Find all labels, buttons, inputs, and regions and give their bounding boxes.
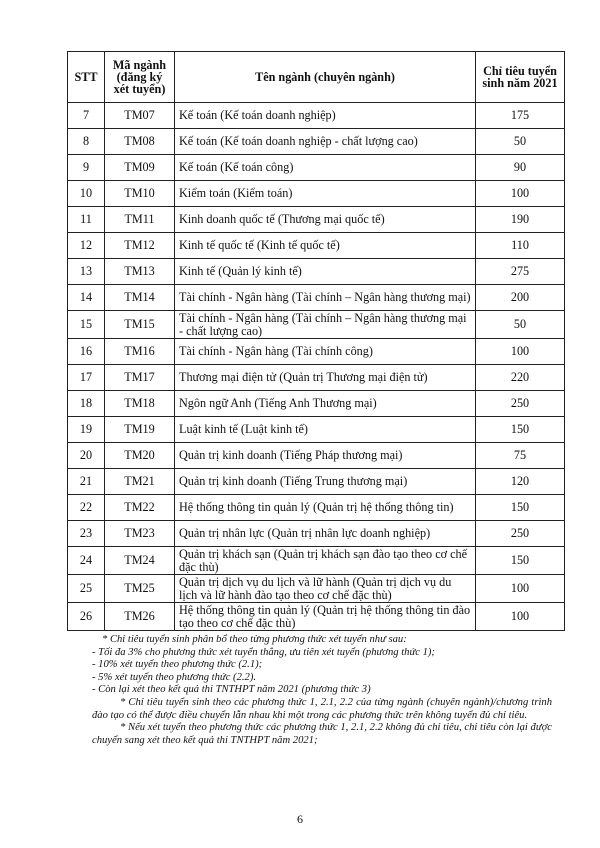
major-name-cell: Quản trị nhân lực (Quản trị nhân lực doanh nghiệp)	[175, 521, 476, 547]
table-row	[68, 129, 565, 155]
quota-cell: 220	[476, 365, 565, 391]
stt-cell: 18	[68, 391, 105, 417]
major-code-cell: TM16	[105, 339, 175, 365]
stt-cell: 17	[68, 365, 105, 391]
table-row	[68, 207, 565, 233]
notes-item: - Tối đa 3% cho phương thức xét tuyển thẳng, ưu tiên xét tuyển (phương thức 1);	[92, 646, 435, 658]
quota-cell: 90	[476, 155, 565, 181]
major-code-cell: TM10	[105, 181, 175, 207]
major-name-cell: Tài chính - Ngân hàng (Tài chính – Ngân hàng thương mại)	[175, 285, 476, 311]
major-code-cell: TM14	[105, 285, 175, 311]
major-name-cell: Thương mại điện tử (Quản trị Thương mại điện tử)	[175, 365, 476, 391]
stt-cell: 16	[68, 339, 105, 365]
major-code-cell: TM25	[105, 575, 175, 603]
notes-intro: * Chỉ tiêu tuyển sinh phân bổ theo từng phương thức xét tuyển như sau:	[102, 634, 407, 645]
table-row	[68, 181, 565, 207]
major-code-cell: TM23	[105, 521, 175, 547]
table-row	[68, 469, 565, 495]
stt-cell: 8	[68, 129, 105, 155]
major-code-cell: TM07	[105, 103, 175, 129]
stt-cell: 23	[68, 521, 105, 547]
major-name-cell: Hệ thống thông tin quản lý (Quản trị hệ thống thông tin đào tạo theo cơ chế đặc thù)	[175, 603, 476, 631]
quota-cell: 175	[476, 103, 565, 129]
notes-paragraph: * Nếu xét tuyển theo phương thức các phương thức 1, 2.1, 2.2 không đủ chỉ tiêu, chỉ tiêu còn lại được chuyển sang xét theo kết quả thi TNTHPT năm 2021;	[92, 722, 552, 746]
table-body	[68, 103, 565, 631]
stt-cell: 22	[68, 495, 105, 521]
table-row	[68, 259, 565, 285]
stt-cell: 15	[68, 311, 105, 339]
quota-cell: 150	[476, 547, 565, 575]
major-code-cell: TM24	[105, 547, 175, 575]
stt-cell: 14	[68, 285, 105, 311]
table-row	[68, 443, 565, 469]
major-code-cell: TM08	[105, 129, 175, 155]
major-name-cell: Kinh tế (Quản lý kinh tế)	[175, 259, 476, 285]
major-code-cell: TM26	[105, 603, 175, 631]
quota-cell: 250	[476, 391, 565, 417]
major-name-cell: Kế toán (Kế toán doanh nghiệp)	[175, 103, 476, 129]
table-row	[68, 603, 565, 631]
major-code-cell: TM15	[105, 311, 175, 339]
stt-cell: 11	[68, 207, 105, 233]
stt-cell: 13	[68, 259, 105, 285]
major-name-cell: Luật kinh tế (Luật kinh tế)	[175, 417, 476, 443]
table-row	[68, 155, 565, 181]
stt-cell: 12	[68, 233, 105, 259]
major-code-cell: TM09	[105, 155, 175, 181]
table-row	[68, 575, 565, 603]
stt-cell: 9	[68, 155, 105, 181]
stt-cell: 10	[68, 181, 105, 207]
quota-cell: 150	[476, 417, 565, 443]
major-name-cell: Kinh doanh quốc tế (Thương mại quốc tế)	[175, 207, 476, 233]
major-code-cell: TM17	[105, 365, 175, 391]
quota-cell: 50	[476, 129, 565, 155]
header-major-name: Tên ngành (chuyên ngành)	[175, 52, 476, 103]
quota-cell: 150	[476, 495, 565, 521]
header-stt: STT	[68, 52, 105, 103]
table-row	[68, 233, 565, 259]
stt-cell: 7	[68, 103, 105, 129]
table-row	[68, 547, 565, 575]
notes-item: - 5% xét tuyển theo phương thức (2.2).	[92, 671, 257, 683]
notes-section	[92, 634, 552, 747]
table-row	[68, 103, 565, 129]
major-code-cell: TM19	[105, 417, 175, 443]
stt-cell: 25	[68, 575, 105, 603]
quota-cell: 110	[476, 233, 565, 259]
major-name-cell: Kinh tế quốc tế (Kinh tế quốc tế)	[175, 233, 476, 259]
quota-cell: 100	[476, 603, 565, 631]
major-name-cell: Ngôn ngữ Anh (Tiếng Anh Thương mại)	[175, 391, 476, 417]
major-code-cell: TM13	[105, 259, 175, 285]
major-name-cell: Hệ thống thông tin quản lý (Quản trị hệ thống thông tin)	[175, 495, 476, 521]
notes-item: - 10% xét tuyển theo phương thức (2.1);	[92, 659, 263, 671]
notes-paragraph: * Chỉ tiêu tuyển sinh theo các phương thức 1, 2.1, 2.2 của từng ngành (chuyên ngành)/chương trình đào tạo có thể được điều chuyển lẫn nhau khi một trong các phương thức trên không tuyển đủ chỉ tiêu.	[92, 696, 552, 721]
page-number: 6	[297, 812, 303, 826]
quota-cell: 100	[476, 575, 565, 603]
major-name-cell: Quản trị kinh doanh (Tiếng Pháp thương mại)	[175, 443, 476, 469]
quota-cell: 100	[476, 181, 565, 207]
table-row	[68, 285, 565, 311]
header-major-code: Mã ngành (đăng ký xét tuyển)	[105, 52, 175, 103]
major-name-cell: Kế toán (Kế toán công)	[175, 155, 476, 181]
stt-cell: 24	[68, 547, 105, 575]
stt-cell: 19	[68, 417, 105, 443]
table-row	[68, 521, 565, 547]
table-row	[68, 311, 565, 339]
major-name-cell: Quản trị dịch vụ du lịch và lữ hành (Quản trị dịch vụ du lịch và lữ hành đào tạo theo cơ chế đặc thù)	[175, 575, 476, 603]
major-code-cell: TM12	[105, 233, 175, 259]
table-row	[68, 495, 565, 521]
major-name-cell: Quản trị kinh doanh (Tiếng Trung thương mại)	[175, 469, 476, 495]
major-name-cell: Tài chính - Ngân hàng (Tài chính công)	[175, 339, 476, 365]
quota-table	[67, 51, 565, 631]
stt-cell: 20	[68, 443, 105, 469]
stt-cell: 26	[68, 603, 105, 631]
quota-cell: 250	[476, 521, 565, 547]
major-name-cell: Quản trị khách sạn (Quản trị khách sạn đào tạo theo cơ chế đặc thù)	[175, 547, 476, 575]
quota-cell: 50	[476, 311, 565, 339]
major-name-cell: Tài chính - Ngân hàng (Tài chính – Ngân hàng thương mại - chất lượng cao)	[175, 311, 476, 339]
quota-cell: 75	[476, 443, 565, 469]
quota-cell: 190	[476, 207, 565, 233]
major-name-cell: Kiểm toán (Kiểm toán)	[175, 181, 476, 207]
quota-cell: 100	[476, 339, 565, 365]
quota-cell: 200	[476, 285, 565, 311]
quota-cell: 120	[476, 469, 565, 495]
quota-cell: 275	[476, 259, 565, 285]
stt-cell: 21	[68, 469, 105, 495]
table-row	[68, 417, 565, 443]
major-code-cell: TM21	[105, 469, 175, 495]
major-name-cell: Kế toán (Kế toán doanh nghiệp - chất lượng cao)	[175, 129, 476, 155]
major-code-cell: TM20	[105, 443, 175, 469]
table-row	[68, 391, 565, 417]
major-code-cell: TM11	[105, 207, 175, 233]
table-header-row	[68, 52, 565, 103]
notes-item: - Còn lại xét theo kết quả thi TNTHPT năm 2021 (phương thức 3)	[92, 684, 371, 696]
header-quota: Chỉ tiêu tuyển sinh năm 2021	[476, 52, 565, 103]
major-code-cell: TM18	[105, 391, 175, 417]
table-row	[68, 365, 565, 391]
table-row	[68, 339, 565, 365]
major-code-cell: TM22	[105, 495, 175, 521]
